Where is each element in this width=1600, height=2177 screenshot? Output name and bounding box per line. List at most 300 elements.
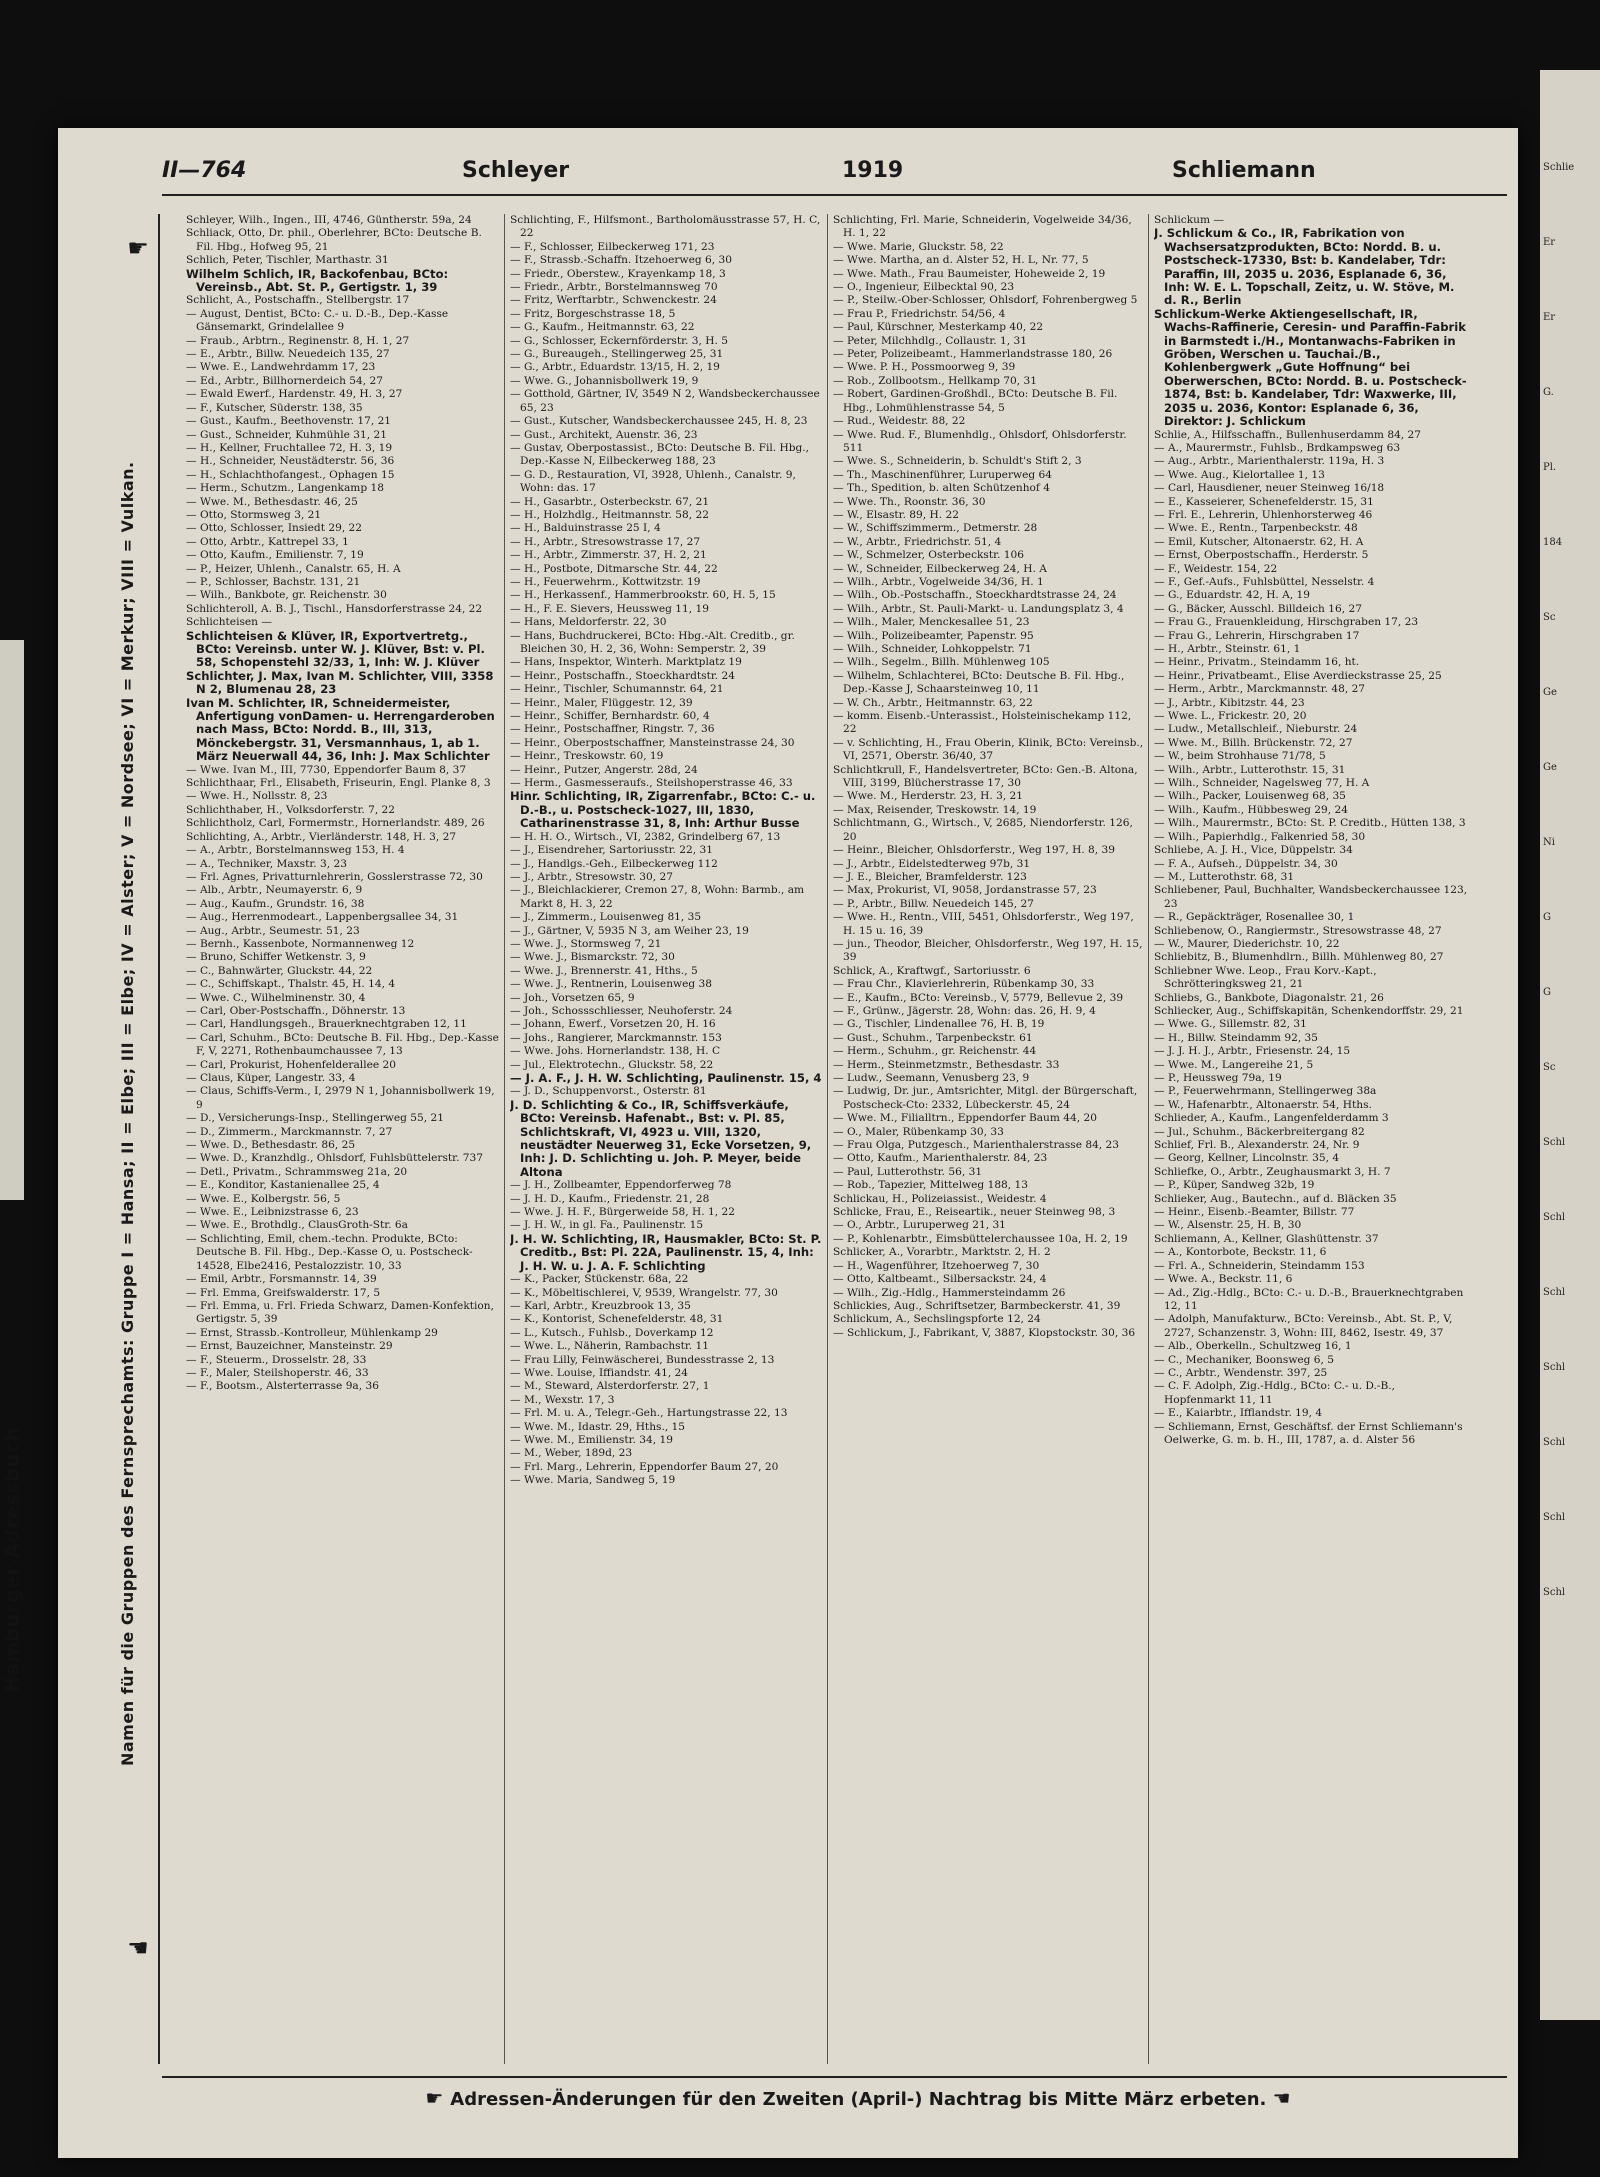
directory-entry: — G., Eduardstr. 42, H. A, 19 — [1154, 589, 1311, 602]
next-page-fragment: Schl — [1543, 1287, 1566, 1298]
directory-entry: — Paul, Kürschner, Mesterkamp 40, 22 — [833, 321, 1044, 334]
directory-entry: — Claus, Schiffs-Verm., I, 2979 N 1, Johannisbollwerk 19, 9 — [186, 1085, 495, 1111]
directory-entry: — Frau G., Lehrerin, Hirschgraben 17 — [1154, 629, 1360, 642]
directory-entry: — Frl. Marg., Lehrerin, Eppendorfer Baum 27, 20 — [510, 1460, 779, 1473]
directory-entry: — Gustav, Oberpostassist., BCto: Deutsche B. Fil. Hbg., Dep.-Kasse N, Eilbeckerweg 188, 23 — [510, 441, 809, 468]
directory-entry: Schlichtholz, Carl, Formermstr., Hornerlandstr. 489, 26 — [186, 817, 485, 830]
directory-entry: — Wilh., Polizeibeamter, Papenstr. 95 — [833, 629, 1034, 642]
directory-entry: — W. Ch., Arbtr., Heitmannstr. 63, 22 — [833, 696, 1033, 709]
directory-entry: — H., Holzhdlg., Heitmannstr. 58, 22 — [510, 508, 709, 521]
directory-entry: Schliebner Wwe. Leop., Frau Korv.-Kapt., Schrötteringksweg 21, 21 — [1154, 964, 1377, 991]
directory-entry: — Gust., Kutscher, Wandsbeckerchaussee 245, H. 8, 23 — [510, 415, 808, 428]
directory-entry: — W., beim Strohhause 71/78, 5 — [1154, 750, 1326, 763]
directory-entry: — Alb., Arbtr., Neumayerstr. 6, 9 — [186, 884, 363, 897]
directory-entry: Schlief, Frl. B., Alexanderstr. 24, Nr. 9 — [1154, 1139, 1360, 1152]
directory-entry: — E., Kaufm., BCto: Vereinsb., V, 5779, Bellevue 2, 39 — [833, 991, 1124, 1004]
directory-entry: — Wwe. Aug., Kielortallee 1, 13 — [1154, 468, 1325, 481]
directory-entry: — Rud., Weidestr. 88, 22 — [833, 415, 966, 428]
directory-entry: — J. D., Schuppenvorst., Osterstr. 81 — [510, 1085, 707, 1098]
directory-entry: — H., Arbtr., Zimmerstr. 37, H. 2, 21 — [510, 549, 707, 562]
directory-entry: — W., Maurer, Diederichstr. 10, 22 — [1154, 937, 1340, 950]
next-page-fragment: Schl — [1543, 1212, 1566, 1223]
directory-entry: — J., Arbtr., Eidelstedterweg 97b, 31 — [833, 857, 1031, 870]
directory-entry: — Wwe. S., Schneiderin, b. Schuldt's Stift 2, 3 — [833, 455, 1082, 468]
directory-entry: — Schlichting, Emil, chem.-techn. Produkte, BCto: Deutsche B. Fil. Hbg., Dep.-Kasse O, u. Postscheck-14528, Elbe2416, Pestalozzistr. 10, 33 — [186, 1232, 473, 1272]
directory-entry: — H., F. E. Sievers, Heussweg 11, 19 — [510, 602, 709, 615]
directory-entry: — komm. Eisenb.-Unterassist., Holsteinischekamp 112, 22 — [833, 710, 1132, 736]
directory-entry: — Wilh., Segelm., Billh. Mühlenweg 105 — [833, 656, 1050, 669]
directory-entry: Schlickum — — [1154, 214, 1224, 226]
next-page-fragment: G — [1543, 912, 1551, 923]
directory-entry: — Georg, Kellner, Lincolnstr. 35, 4 — [1154, 1152, 1340, 1165]
directory-entry: — Otto, Schlosser, Insiedt 29, 22 — [186, 522, 363, 535]
directory-entry: — G., Tischler, Lindenallee 76, H. B, 19 — [833, 1018, 1045, 1031]
directory-entry: — Ad., Zig.-Hdlg., BCto: C.- u. D.-B., Brauerknechtgraben 12, 11 — [1154, 1286, 1464, 1312]
directory-entry: — F., Grünw., Jägerstr. 28, Wohn: das. 26, H. 9, 4 — [833, 1004, 1096, 1017]
directory-entry: — Wwe. E., Kolbergstr. 56, 5 — [186, 1192, 341, 1205]
directory-entry: — Heinr., Putzer, Angerstr. 28d, 24 — [510, 763, 698, 776]
directory-entry: — Wwe. J., Stormsweg 7, 21 — [510, 937, 662, 950]
directory-entry: Schlichter, J. Max, Ivan M. Schlichter, VIII, 3358 N 2, Blumenau 28, 23 — [186, 668, 494, 697]
directory-entry: — Hans, Buchdruckerei, BCto: Hbg.-Alt. Creditb., gr. Bleichen 30, H. 2, 36, Wohn: Semperstr. 2, 39 — [510, 629, 795, 655]
directory-entry: — Aug., Herrenmodeart., Lappenbergsallee 34, 31 — [186, 911, 459, 924]
directory-entry: — Wwe. J., Bismarckstr. 72, 30 — [510, 951, 675, 964]
directory-entry: — Schliemann, Ernst, Geschäftsf. der Ernst Schliemann's Oelwerke, G. m. b. H., III, 1787, a. d. Alster 56 — [1154, 1420, 1463, 1446]
directory-entry: — K., Möbeltischlerei, V, 9539, Wrangelstr. 77, 30 — [510, 1286, 778, 1299]
directory-entry: — Otto, Kaufm., Marienthalerstr. 84, 23 — [833, 1152, 1048, 1165]
directory-entry: — Wwe. Math., Frau Baumeister, Hoheweide 2, 19 — [833, 267, 1106, 280]
directory-entry: — F., Schlosser, Eilbeckerweg 171, 23 — [510, 240, 715, 253]
directory-entry: — E., Kaiarbtr., Ifflandstr. 19, 4 — [1154, 1407, 1323, 1420]
directory-entry: — H., Feuerwehrm., Kottwitzstr. 19 — [510, 575, 701, 588]
first-entry-name: Schleyer — [462, 158, 570, 183]
directory-entry: — Heinr., Tischler, Schumannstr. 64, 21 — [510, 683, 724, 696]
directory-entry: — P., Kohlenarbtr., Eimsbüttelerchaussee 10a, H. 2, 19 — [833, 1232, 1128, 1245]
directory-entry: — Wwe. E., Landwehrdamm 17, 23 — [186, 361, 376, 374]
directory-entry: Schlichtkrull, F., Handelsvertreter, BCto: Gen.-B. Altona, VIII, 3199, Blücherstrasse 17, 30 — [833, 763, 1138, 790]
directory-entry: — Wilh., Arbtr., Lutterothstr. 15, 31 — [1154, 763, 1346, 776]
directory-entry: — August, Dentist, BCto: C.- u. D.-B., Dep.-Kasse Gänsemarkt, Grindelallee 9 — [186, 307, 449, 334]
directory-entry: Schliecker, Aug., Schiffskapitän, Schenkendorffstr. 29, 21 — [1154, 1004, 1464, 1017]
directory-entry: — Wwe. M., Emilienstr. 34, 19 — [510, 1433, 673, 1446]
directory-entry: — Gust., Architekt, Auenstr. 36, 23 — [510, 428, 698, 441]
pointing-hand-icon: ☚ — [127, 1934, 149, 1962]
directory-entry: — P., Steilw.-Ober-Schlosser, Ohlsdorf, Fohrenbergweg 5 — [833, 294, 1138, 307]
directory-entry: — Rob., Zollbootsm., Hellkamp 70, 31 — [833, 374, 1038, 387]
directory-entry: — Ludw., Seemann, Venusberg 23, 9 — [833, 1072, 1030, 1084]
directory-entry: — H., Postbote, Ditmarsche Str. 44, 22 — [510, 562, 718, 575]
directory-entry: Schliebener, Paul, Buchhalter, Wandsbeckerchaussee 123, 23 — [1154, 884, 1468, 910]
directory-entry: Schlieker, Aug., Bautechn., auf d. Bläcken 35 — [1154, 1192, 1397, 1205]
directory-entry: — F. A., Aufseh., Düppelstr. 34, 30 — [1154, 857, 1338, 870]
directory-entry: Schlich, Peter, Tischler, Marthastr. 31 — [186, 254, 389, 267]
directory-entry: — C., Arbtr., Wendenstr. 397, 25 — [1154, 1366, 1328, 1379]
directory-entry: — Wilh., Maurermstr., BCto: St. P. Creditb., Hütten 138, 3 — [1154, 817, 1466, 830]
directory-entry: — Wilh., Arbtr., St. Pauli-Markt- u. Landungsplatz 3, 4 — [833, 602, 1124, 615]
directory-entry: Hinr. Schlichting, IR, Zigarrenfabr., BCto: C.- u. D.-B., u. Postscheck-1027, III, 1830, Catharinenstrasse 31, 8, Inh: Arthur Busse — [510, 789, 816, 831]
directory-entry: — A., Kontorbote, Beckstr. 11, 6 — [1154, 1246, 1327, 1259]
directory-entry: — C., Schiffskapt., Thalstr. 45, H. 14, 4 — [186, 978, 396, 991]
directory-entry: — Wwe. Maria, Sandweg 5, 19 — [510, 1474, 676, 1487]
column-divider — [1148, 214, 1149, 2064]
directory-entry: — Th., Spedition, b. alten Schützenhof 4 — [833, 482, 1050, 495]
directory-entry: Schlicht, A., Postschaffn., Stellbergstr. 17 — [186, 294, 410, 307]
year: 1919 — [842, 158, 904, 183]
directory-entry: — Carl, Handlungsgeh., Brauerknechtgraben 12, 11 — [186, 1018, 467, 1031]
directory-entry: Ivan M. Schlichter, IR, Schneidermeister, Anfertigung vonDamen- u. Herrengarderoben nach Mass, BCto: Nordd. B., III, 313, Mönckebergstr. 31, Versmannhaus, 1, ab 1. März Neuerwall 44, 36, Inh: J. Max Schlichter — [186, 695, 495, 764]
directory-entry: — Otto, Kaltbeamt., Silbersackstr. 24, 4 — [833, 1273, 1047, 1286]
directory-page — [58, 128, 1518, 2158]
directory-entry: — Carl, Hausdiener, neuer Steinweg 16/18 — [1154, 482, 1385, 495]
directory-entry: — Ernst, Bauzeichner, Mansteinstr. 29 — [186, 1340, 393, 1353]
footer-rule — [162, 2076, 1507, 2078]
directory-entry: Schlichting, Frl. Marie, Schneiderin, Vogelweide 34/36, H. 1, 22 — [833, 214, 1132, 240]
directory-entry: — Wwe. L., Frickestr. 20, 20 — [1154, 710, 1307, 723]
next-page-fragment: G — [1543, 987, 1551, 998]
directory-entry: — Frl. E., Lehrerin, Uhlenhorsterweg 46 — [1154, 508, 1373, 521]
directory-entry: Schlichtmann, G., Wirtsch., V, 2685, Niendorferstr. 126, 20 — [833, 817, 1133, 843]
directory-entry: — M., Wexstr. 17, 3 — [510, 1393, 615, 1406]
directory-entry: — J. E., Bleicher, Bramfelderstr. 123 — [833, 870, 1027, 883]
directory-entry: — Herm., Steinmetzmstr., Bethesdastr. 33 — [833, 1058, 1060, 1071]
directory-entry: — Wilh., Packer, Louisenweg 68, 35 — [1154, 790, 1346, 803]
directory-entry: — Wilh., Ob.-Postschaffn., Stoeckhardtstrasse 24, 24 — [833, 589, 1117, 602]
next-page-fragment: Schl — [1543, 1512, 1566, 1523]
directory-entry: — Friedr., Oberstew., Krayenkamp 18, 3 — [510, 267, 726, 280]
directory-entry: — Hans, Inspektor, Winterh. Marktplatz 19 — [510, 656, 742, 669]
directory-entry: — Wwe. P. H., Possmoorweg 9, 39 — [833, 361, 1016, 374]
directory-entry: — L., Kutsch., Fuhlsb., Doverkamp 12 — [510, 1326, 714, 1339]
directory-entry: — Wwe. H., Rentn., VIII, 5451, Ohlsdorferstr., Weg 197, H. 15 u. 16, 39 — [833, 911, 1134, 937]
directory-entry: — J., Zimmerm., Louisenweg 81, 35 — [510, 911, 702, 924]
directory-entry: J. Schlickum & Co., IR, Fabrikation von Wachsersatzprodukten, BCto: Nordd. B. u. Postscheck-17330, Bst: b. Kandelaber, Tdr: Paraffin, III, 2035 u. 2036, Esplanade 6, 36, Inh: W. E. L. Topschall, Zeitz, u. W. Stöve, M. d. R., Berlin — [1154, 226, 1455, 308]
directory-entry: — Max, Reisender, Treskowstr. 14, 19 — [833, 803, 1037, 816]
directory-entry: Schliebs, G., Bankbote, Diagonalstr. 21, 26 — [1154, 991, 1384, 1004]
directory-entry: — Robert, Gardinen-Großhdl., BCto: Deutsche B. Fil. Hbg., Lohmühlenstrasse 54, 5 — [833, 388, 1118, 414]
directory-entry: — Wwe. D., Bethesdastr. 86, 25 — [186, 1139, 356, 1152]
header-rule — [162, 194, 1507, 196]
directory-entry: — W., Alsenstr. 25, H. B, 30 — [1154, 1219, 1302, 1232]
directory-entry: — H., Kellner, Fruchtallee 72, H. 3, 19 — [186, 441, 393, 454]
directory-entry: — Wwe. L., Näherin, Rambachstr. 11 — [510, 1340, 709, 1353]
directory-entry: Schlick, A., Kraftwgf., Sartoriusstr. 6 — [833, 964, 1031, 977]
directory-entry: — Jul., Schuhm., Bäckerbreitergang 82 — [1154, 1125, 1365, 1138]
directory-entry: — Herm., Schuhm., gr. Reichenstr. 44 — [833, 1045, 1037, 1058]
directory-entry: — Wwe. C., Wilhelminenstr. 30, 4 — [186, 991, 366, 1004]
directory-entry: — Heinr., Bleicher, Ohlsdorferstr., Weg 197, H. 8, 39 — [833, 844, 1116, 857]
column-1 — [186, 214, 500, 2064]
directory-entry: — E., Kasseierer, Schenefelderstr. 15, 31 — [1154, 495, 1374, 508]
directory-entry: — Wilh., Papierhdlg., Falkenried 58, 30 — [1154, 830, 1366, 843]
directory-entry: — G., Schlosser, Eckernförderstr. 3, H. 5 — [510, 334, 728, 347]
directory-entry: Schleyer, Wilh., Ingen., III, 4746, Güntherstr. 59a, 24 — [186, 214, 472, 226]
directory-entry: — Wwe. Ivan M., III, 7730, Eppendorfer Baum 8, 37 — [186, 763, 467, 776]
directory-entry: — H., Schlachthofangest., Ophagen 15 — [186, 468, 395, 481]
directory-entry: Schliemann, A., Kellner, Glashüttenstr. 37 — [1154, 1232, 1379, 1245]
directory-entry: — Ewald Ewerf., Hardenstr. 49, H. 3, 27 — [186, 388, 403, 401]
directory-entry: — Joh., Schossschliesser, Neuhoferstr. 24 — [510, 1004, 733, 1017]
next-page-fragment: Sc — [1543, 612, 1556, 623]
directory-entry: — Frl. Emma, u. Frl. Frieda Schwarz, Damen-Konfektion, Gertigstr. 5, 39 — [186, 1299, 494, 1326]
directory-entry: — Max, Prokurist, VI, 9058, Jordanstrasse 57, 23 — [833, 884, 1097, 897]
directory-entry: — Detl., Privatm., Schrammsweg 21a, 20 — [186, 1165, 408, 1178]
directory-entry: — Heinr., Privatbeamt., Elise Averdieckstrasse 25, 25 — [1154, 669, 1442, 682]
directory-entry: — A., Maurermstr., Fuhlsb., Brdkampsweg 63 — [1154, 441, 1401, 454]
directory-entry: — E., Arbtr., Billw. Neuedeich 135, 27 — [186, 348, 390, 361]
directory-entry: — W., Hafenarbtr., Altonaerstr. 54, Hths. — [1154, 1098, 1372, 1111]
directory-entry: — R., Gepäckträger, Rosenallee 30, 1 — [1154, 911, 1355, 924]
directory-entry: — C., Mechaniker, Boonsweg 6, 5 — [1154, 1353, 1335, 1366]
directory-entry: — C., Bahnwärter, Gluckstr. 44, 22 — [186, 964, 373, 977]
directory-entry: J. D. Schlichting & Co., IR, Schiffsverkäufe, BCto: Vereinsb. Hafenabt., Bst: v. Pl. 85, Schlichtskraft, VI, 4923 u. VIII, 1320, neustädter Neuerweg 31, Ecke Vorsetzen, 9, Inh: J. D. Schlichting u. Joh. P. Meyer, beide Altona — [510, 1097, 812, 1179]
directory-entry: — Ernst, Strassb.-Kontrolleur, Mühlenkamp 29 — [186, 1326, 438, 1339]
directory-entry: — Wwe. E., Brothdlg., ClausGroth-Str. 6a — [186, 1219, 408, 1232]
directory-entry: — P., Heizer, Uhlenh., Canalstr. 65, H. A — [186, 562, 401, 575]
directory-entry: — Wilh., Kaufm., Hübbesweg 29, 24 — [1154, 803, 1348, 816]
directory-entry: — W., Schiffszimmerm., Detmerstr. 28 — [833, 522, 1038, 535]
directory-entry: — Wwe. Martha, an d. Alster 52, H. L, Nr. 77, 5 — [833, 254, 1089, 267]
directory-entry: — Emil, Arbtr., Forsmannstr. 14, 39 — [186, 1273, 377, 1286]
directory-entry: Schlicke, Frau, E., Reiseartik., neuer Steinweg 98, 3 — [833, 1206, 1116, 1219]
directory-entry: — Wwe. Marie, Gluckstr. 58, 22 — [833, 240, 1004, 253]
next-page-fragment: Ge — [1543, 687, 1557, 698]
directory-entry: — Gust., Schuhm., Tarpenbeckstr. 61 — [833, 1031, 1033, 1044]
directory-entry: Schlichting, F., Hilfsmont., Bartholomäusstrasse 57, H. C, 22 — [510, 214, 821, 240]
directory-entry: J. H. W. Schlichting, IR, Hausmakler, BCto: St. P. Creditb., Bst: Pl. 22A, Paulinenstr. 15, 4, Inh: J. H. W. u. J. A. F. Schlichting — [510, 1231, 822, 1273]
next-page-fragment: Ge — [1543, 762, 1557, 773]
directory-entry: — O., Arbtr., Luruperweg 21, 31 — [833, 1219, 1006, 1232]
directory-entry: — J., Arbtr., Stresowstr. 30, 27 — [510, 870, 673, 883]
directory-entry: — Aug., Arbtr., Seumestr. 51, 23 — [186, 924, 360, 937]
page-number: II—764 — [162, 158, 247, 183]
directory-entry: — Heinr., Eisenb.-Beamter, Billstr. 77 — [1154, 1206, 1355, 1219]
directory-entry: — K., Kontorist, Schenefelderstr. 48, 31 — [510, 1313, 724, 1326]
directory-entry: — Heinr., Postschaffner, Ringstr. 7, 36 — [510, 723, 715, 736]
directory-entry: — J. A. F., J. H. W. Schlichting, Paulinenstr. 15, 4 — [510, 1071, 822, 1085]
directory-entry: — Friedr., Arbtr., Borstelmannsweg 70 — [510, 281, 718, 294]
column-2 — [510, 214, 824, 2064]
next-page-edge — [1540, 70, 1600, 2020]
directory-entry: — Frl. M. u. A., Telegr.-Geh., Hartungstrasse 22, 13 — [510, 1407, 788, 1420]
next-page-fragment: Er — [1543, 237, 1556, 248]
directory-entry: — Wwe. E., Rentn., Tarpenbeckstr. 48 — [1154, 522, 1358, 535]
directory-entry: — Alb., Oberkelln., Schultzweg 16, 1 — [1154, 1340, 1352, 1353]
directory-entry: — Frau Olga, Putzgesch., Marienthalerstrasse 84, 23 — [833, 1139, 1120, 1152]
directory-entry: — H., Billw. Steindamm 92, 35 — [1154, 1031, 1319, 1044]
directory-entry: — Wwe. J., Brennerstr. 41, Hths., 5 — [510, 964, 698, 977]
directory-entry: — Heinr., Oberpostschaffner, Mansteinstrasse 24, 30 — [510, 736, 795, 749]
directory-entry: — M., Weber, 189d, 23 — [510, 1447, 633, 1460]
directory-entry: — F., Steuerm., Drosselstr. 28, 33 — [186, 1353, 367, 1366]
directory-entry: — J., Arbtr., Kibitzstr. 44, 23 — [1154, 696, 1305, 709]
directory-entry: — A., Arbtr., Borstelmannsweg 153, H. 4 — [186, 844, 405, 857]
directory-entry: — Frl. A., Schneiderin, Steindamm 153 — [1154, 1259, 1365, 1272]
directory-entry: — W., Arbtr., Friedrichstr. 51, 4 — [833, 535, 1002, 548]
book-edge — [0, 640, 24, 1693]
column-3 — [833, 214, 1147, 2064]
directory-entry: Schlichthaber, H., Volksdorferstr. 7, 22 — [186, 803, 396, 816]
directory-entry: Schliebitz, B., Blumenhdlrn., Billh. Mühlenweg 80, 27 — [1154, 951, 1444, 964]
directory-entry: — Wwe. G., Johannisbollwerk 19, 9 — [510, 374, 699, 387]
directory-entry: — Joh., Vorsetzen 65, 9 — [510, 991, 635, 1004]
directory-entry: — Johs., Rangierer, Marckmannstr. 153 — [510, 1031, 722, 1044]
directory-entry: — Fritz, Werftarbtr., Schwenckestr. 24 — [510, 294, 717, 307]
directory-entry: — Wwe. D., Kranzhdlg., Ohlsdorf, Fuhlsbüttelerstr. 737 — [186, 1152, 484, 1165]
directory-entry: — Paul, Lutterothstr. 56, 31 — [833, 1165, 983, 1178]
page-header — [162, 158, 1502, 188]
directory-entry: — Frl. Emma, Greifswalderstr. 17, 5 — [186, 1286, 381, 1299]
directory-entry: — P., Küper, Sandweg 32b, 19 — [1154, 1179, 1315, 1192]
directory-entry: — H., Arbtr., Stresowstrasse 17, 27 — [510, 535, 701, 548]
directory-entry: — Ernst, Oberpostschaffn., Herderstr. 5 — [1154, 549, 1369, 562]
directory-entry: — Emil, Kutscher, Altonaerstr. 62, H. A — [1154, 535, 1364, 548]
side-banner-text: Namen für die Gruppen des Fernsprechamts: Gruppe I = Hansa; II = Elbe; III = Elbe; IV = Alster; V = Nordsee; VI = Merkur; VIII = Vulkan. — [118, 461, 137, 1767]
directory-entry: — Bernh., Kassenbote, Normannenweg 12 — [186, 937, 415, 950]
directory-entry: — Frau Lilly, Feinwäscherei, Bundesstrasse 2, 13 — [510, 1353, 775, 1366]
next-page-fragment: Er — [1543, 312, 1556, 323]
directory-entry: — Frl. Agnes, Privatturnlehrerin, Gosslerstrasse 72, 30 — [186, 870, 483, 883]
directory-entry: — P., Schlosser, Bachstr. 131, 21 — [186, 575, 361, 588]
directory-entry: — G., Kaufm., Heitmannstr. 63, 22 — [510, 321, 695, 334]
column-divider — [827, 214, 828, 2064]
directory-entry: — G., Bäcker, Ausschl. Billdeich 16, 27 — [1154, 602, 1362, 615]
directory-entry: — Wwe. Th., Roonstr. 36, 30 — [833, 495, 986, 508]
directory-entry: Schlickum, A., Sechslingspforte 12, 24 — [833, 1313, 1041, 1326]
next-page-fragment: Schl — [1543, 1137, 1566, 1148]
directory-entry: — Gotthold, Gärtner, IV, 3549 N 2, Wandsbeckerchaussee 65, 23 — [510, 388, 820, 414]
directory-entry: — C. F. Adolph, Zig.-Hdlg., BCto: C.- u. D.-B., Hopfenmarkt 11, 11 — [1154, 1380, 1396, 1406]
directory-entry: — M., Steward, Alsterdorferstr. 27, 1 — [510, 1380, 710, 1393]
directory-entry: — J. H. D., Kaufm., Friedenstr. 21, 28 — [510, 1192, 710, 1205]
directory-entry: — J., Bleichlackierer, Cremon 27, 8, Wohn: Barmb., am Markt 8, H. 3, 22 — [510, 884, 805, 910]
directory-entry: Schlie, A., Hilfsschaffn., Bullenhuserdamm 84, 27 — [1154, 428, 1422, 441]
directory-entry: — Wilh., Zig.-Hdlg., Hammersteindamm 26 — [833, 1286, 1066, 1299]
directory-entry: — Wilh., Arbtr., Vogelweide 34/36, H. 1 — [833, 575, 1044, 588]
directory-entry: — E., Konditor, Kastanienallee 25, 4 — [186, 1179, 380, 1192]
directory-entry: — Wwe. Rud. F., Blumenhdlg., Ohlsdorf, Ohlsdorferstr. 511 — [833, 428, 1127, 454]
directory-entry: — H., Arbtr., Steinstr. 61, 1 — [1154, 643, 1301, 655]
directory-entry: Schlichting, A., Arbtr., Vierländerstr. 148, H. 3, 27 — [186, 830, 457, 843]
directory-entry: — Carl, Schuhm., BCto: Deutsche B. Fil. Hbg., Dep.-Kasse F, V, 2271, Rothenbaumchaussee 7, 13 — [186, 1031, 499, 1058]
directory-entry: — Wwe. A., Beckstr. 11, 6 — [1154, 1273, 1293, 1286]
directory-entry: — Otto, Stormsweg 3, 21 — [186, 508, 322, 521]
directory-entry: — P., Feuerwehrmann, Stellingerweg 38a — [1154, 1085, 1377, 1098]
directory-entry: — J. H. W., in gl. Fa., Paulinenstr. 15 — [510, 1219, 704, 1232]
directory-entry: Wilhelm Schlich, IR, Backofenbau, BCto: Vereinsb., Abt. St. P., Gertigstr. 1, 39 — [186, 266, 449, 295]
directory-entry: Schlichthaar, Frl., Elisabeth, Friseurin, Engl. Planke 8, 3 — [186, 777, 491, 790]
directory-entry: — Heinr., Schiffer, Bernhardstr. 60, 4 — [510, 710, 710, 723]
directory-entry: — Fritz, Borgeschstrasse 18, 5 — [510, 307, 676, 320]
next-page-fragment: Schl — [1543, 1362, 1566, 1373]
directory-entry: — Carl, Prokurist, Hohenfelderallee 20 — [186, 1058, 396, 1071]
directory-entry: — F., Weidestr. 154, 22 — [1154, 562, 1278, 575]
directory-entry: — J. H., Zollbeamter, Eppendorferweg 78 — [510, 1179, 732, 1192]
directory-entry: Schliack, Otto, Dr. phil., Oberlehrer, BCto: Deutsche B. Fil. Hbg., Hofweg 95, 21 — [186, 227, 482, 253]
directory-entry: Schlichteisen — — [186, 616, 272, 629]
directory-entry: — W., Schmelzer, Osterbeckstr. 106 — [833, 549, 1024, 562]
directory-entry: Schlicker, A., Vorarbtr., Marktstr. 2, H. 2 — [833, 1246, 1051, 1259]
directory-entry: — Wwe. M., Langereihe 21, 5 — [1154, 1058, 1314, 1071]
directory-entry: — Peter, Milchhdlg., Collaustr. 1, 31 — [833, 334, 1027, 347]
directory-entry: — F., Maler, Steilshoperstr. 46, 33 — [186, 1366, 369, 1379]
page-footer — [358, 2086, 1358, 2116]
pointing-hand-icon: ☚ — [1272, 2086, 1291, 2110]
next-page-fragment: 184 — [1543, 537, 1563, 548]
next-page-fragment: Schl — [1543, 1437, 1566, 1448]
directory-entry: — Karl, Arbtr., Kreuzbrook 13, 35 — [510, 1299, 691, 1312]
directory-entry: — J., Gärtner, V, 5935 N 3, am Weiher 23, 19 — [510, 924, 749, 937]
directory-entry: — Wilh., Bankbote, gr. Reichenstr. 30 — [186, 589, 387, 602]
column-divider — [504, 214, 505, 2064]
directory-entry: — Heinr., Postschaffn., Stoeckhardtstr. 24 — [510, 669, 735, 682]
book-edge-text: Hamburger Adressbuch — [0, 1427, 24, 1693]
next-page-fragment: Ni — [1543, 837, 1555, 848]
directory-entry: — Otto, Kaufm., Emilienstr. 7, 19 — [186, 549, 364, 562]
directory-entry: — J. J. H. J., Arbtr., Friesenstr. 24, 15 — [1154, 1045, 1351, 1058]
directory-entry: — Ed., Arbtr., Billhornerdeich 54, 27 — [186, 374, 383, 387]
directory-entry: — Johann, Ewerf., Vorsetzen 20, H. 16 — [510, 1018, 716, 1031]
directory-entry: — H., Herkassenf., Hammerbrookstr. 60, H. 5, 15 — [510, 589, 776, 602]
directory-entry: Schlichteisen & Klüver, IR, Exportvertretg., BCto: Vereinsb. unter W. J. Klüver, Bst: v. Pl. 58, Schopenstehl 32/33, 1, Inh: W. J. Klüver — [186, 628, 485, 670]
footer-notice: Adressen-Änderungen für den Zweiten (April-) Nachtrag bis Mitte März erbeten. — [450, 2089, 1267, 2110]
directory-entry: — H., Balduinstrasse 25 I, 4 — [510, 522, 661, 535]
next-page-fragment: Schl — [1543, 1587, 1566, 1598]
directory-entry: — Ludwig, Dr. jur., Amtsrichter, Mitgl. der Bürgerschaft, Postscheck-Cto: 2332, Lübeckerstr. 45, 24 — [833, 1085, 1138, 1111]
directory-entry: — Wwe. J. H. F., Bürgerweide 58, H. 1, 22 — [510, 1206, 735, 1219]
next-page-fragment: Pl. — [1543, 462, 1557, 473]
directory-entry: — G., Bureaugeh., Stellingerweg 25, 31 — [510, 348, 724, 361]
directory-entry: — P., Heussweg 79a, 19 — [1154, 1072, 1282, 1084]
directory-entry: — Carl, Ober-Postschaffn., Döhnerstr. 13 — [186, 1004, 406, 1017]
directory-entry: — Heinr., Treskowstr. 60, 19 — [510, 750, 664, 763]
directory-entry: — J., Eisendreher, Sartoriusstr. 22, 31 — [510, 844, 713, 857]
directory-entry: — Aug., Kaufm., Grundstr. 16, 38 — [186, 897, 365, 910]
directory-entry: — Rob., Tapezier, Mittelweg 188, 13 — [833, 1179, 1029, 1192]
directory-entry: — W., Schneider, Eilbeckerweg 24, H. A — [833, 562, 1047, 575]
directory-entry: — Wwe. H., Nollsstr. 8, 23 — [186, 790, 328, 803]
directory-entry: Schliebenow, O., Rangiermstr., Stresowstrasse 48, 27 — [1154, 924, 1442, 937]
directory-entry: — Wwe. M., Idastr. 29, Hths., 15 — [510, 1420, 686, 1433]
directory-entry: — H. H. O., Wirtsch., VI, 2382, Grindelberg 67, 13 — [510, 830, 781, 843]
directory-entry: — H., Schneider, Neustädterstr. 56, 36 — [186, 455, 395, 468]
directory-entry: — Bruno, Schiffer Wetkenstr. 3, 9 — [186, 951, 366, 964]
directory-entry: — Herm., Gasmesseraufs., Steilshoperstrasse 46, 33 — [510, 777, 793, 790]
directory-entry: — F., Strassb.-Schaffn. Itzehoerweg 6, 30 — [510, 254, 732, 267]
directory-entry: — G. D., Restauration, VI, 3928, Uhlenh., Canalstr. 9, Wohn: das. 17 — [510, 468, 796, 495]
directory-entry: — Otto, Arbtr., Kattrepel 33, 1 — [186, 535, 349, 548]
directory-entry: Schlickies, Aug., Schriftsetzer, Barmbeckerstr. 41, 39 — [833, 1299, 1121, 1312]
directory-entry: — Wwe. J., Rentnerin, Louisenweg 38 — [510, 978, 712, 991]
next-page-fragment: Sc — [1543, 1062, 1556, 1073]
directory-entry: — Herm., Schutzm., Langenkamp 18 — [186, 482, 384, 495]
directory-entry: — Wwe. E., Leibnizstrasse 6, 23 — [186, 1206, 359, 1219]
directory-entry: — Herm., Arbtr., Marckmannstr. 48, 27 — [1154, 683, 1366, 696]
directory-entry: — Adolph, Manufakturw., BCto: Vereinsb., Abt. St. P., V, 2727, Schanzenstr. 3, Wohn: III, 8462, Isestr. 49, 37 — [1154, 1313, 1453, 1339]
directory-entry: — Frau Chr., Klavierlehrerin, Rübenkamp 30, 33 — [833, 978, 1095, 991]
directory-entry: — Frau G., Frauenkleidung, Hirschgraben 17, 23 — [1154, 616, 1419, 629]
directory-entry: — H., Wagenführer, Itzehoerweg 7, 30 — [833, 1259, 1040, 1272]
directory-entry: Schlickum-Werke Aktiengesellschaft, IR, Wachs-Raffinerie, Ceresin- und Paraffin-Fabrik in Barmstedt i./H., Montanwachs-Fabriken in Gröben, Werschen u. Tauchai./B., Kohlenbergwerk „Gute Hoffnung“ bei Oberwerschen, BCto: Nordd. B. u. Postscheck-1874, Bst: b. Kandelaber, Tdr: Waxwerke, III, 2035 u. 2036, Kontor: Esplanade 6, 36, Direktor: J. Schlickum — [1154, 306, 1467, 429]
directory-entry: — Wwe. G., Sillemstr. 82, 31 — [1154, 1018, 1307, 1031]
directory-entry: — Schlickum, J., Fabrikant, V, 3887, Klopstockstr. 30, 36 — [833, 1326, 1136, 1339]
directory-entry: — Aug., Arbtr., Marienthalerstr. 119a, H. 3 — [1154, 455, 1385, 468]
directory-entry: — Wwe. M., Billh. Brückenstr. 72, 27 — [1154, 736, 1353, 749]
next-page-fragment: G. — [1543, 387, 1554, 398]
directory-entry: — Heinr., Maler, Flüggestr. 12, 39 — [510, 696, 693, 709]
directory-entry: — Wwe. M., Herderstr. 23, H. 3, 21 — [833, 790, 1024, 803]
directory-entry: — Jul., Elektrotechn., Gluckstr. 58, 22 — [510, 1058, 714, 1071]
directory-entry: — F., Kutscher, Süderstr. 138, 35 — [186, 401, 363, 414]
